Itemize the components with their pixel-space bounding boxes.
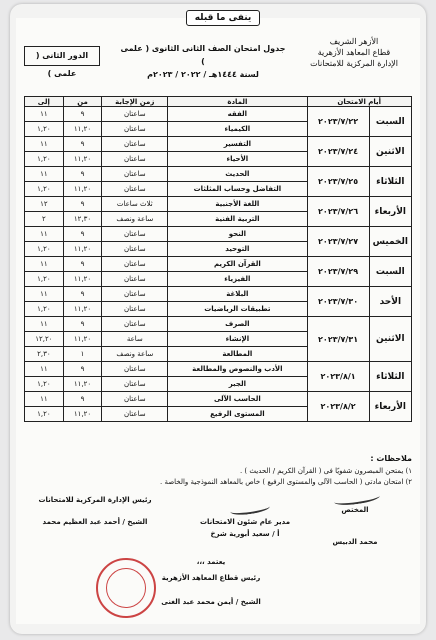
from-cell: ٩ [63, 392, 102, 407]
schedule-body [25, 107, 412, 422]
reviewer-title: المختص [341, 506, 369, 514]
manager-title: مدير عام شئون الامتحانات [199, 518, 291, 526]
to-cell: ١١ [25, 257, 64, 272]
exam-day: الأحد [379, 296, 402, 307]
from-cell: ٩ [63, 167, 102, 182]
header-from: من [63, 97, 102, 107]
day-cell [307, 227, 411, 257]
subject-cell: الجبر [168, 377, 307, 392]
subject-cell: الإنشاء [168, 332, 307, 347]
subject-cell: الحاسب الآلى [168, 392, 307, 407]
table-header-row [25, 97, 412, 107]
subject-cell: الكيمياء [168, 122, 307, 137]
to-cell: ١,٢٠ [25, 407, 64, 422]
exam-date: ٢٠٢٣/٧/٣٠ [318, 297, 359, 306]
duration-cell: ساعة ونصف [102, 347, 168, 362]
exam-day: السبت [375, 266, 405, 277]
subject-cell: القرآن الكريم [168, 257, 307, 272]
to-cell: ١٢ [25, 197, 64, 212]
cell-divider [369, 197, 370, 226]
from-cell: ١١,٢٠ [63, 152, 102, 167]
exam-date: ٢٠٢٣/٧/٢٥ [318, 177, 359, 186]
from-cell: ٩ [63, 257, 102, 272]
schedule-table [24, 96, 412, 422]
day-cell [307, 167, 411, 197]
duration-cell: ساعتان [102, 227, 168, 242]
table-row [25, 137, 412, 152]
day-cell [307, 392, 411, 422]
org-line: قطاع المعاهد الأزهرية [317, 48, 391, 57]
exam-date: ٢٠٢٣/٧/٢٩ [318, 267, 359, 276]
title-line: جدول امتحان الصف الثانى الثانوى ( علمى ) [120, 44, 286, 66]
cell-divider [369, 362, 370, 391]
duration-cell: ثلاث ساعات [102, 197, 168, 212]
duration-cell: ساعة ونصف [102, 212, 168, 227]
from-cell: ١١,٢٠ [63, 242, 102, 257]
subject-cell: التربية الفنية [168, 212, 307, 227]
to-cell: ١,٢٠ [25, 182, 64, 197]
subject-cell: المستوى الرفيع [168, 407, 307, 422]
exam-round-label: الدور الثانى ( علمى ) [24, 46, 100, 66]
sector-name: الشيخ / أيمن محمد عبد الغنى [161, 598, 261, 606]
table-row [25, 257, 412, 272]
table-row [25, 197, 412, 212]
reviewer-name: محمد الدبيس [332, 538, 378, 546]
from-cell: ٩ [63, 107, 102, 122]
signature-scribble [334, 491, 381, 507]
from-cell: ١١,٢٠ [63, 182, 102, 197]
cell-divider [369, 137, 370, 166]
exam-date: ٢٠٢٣/٨/١ [320, 372, 356, 381]
cell-divider [369, 287, 370, 316]
from-cell: ٩ [63, 362, 102, 377]
day-cell [307, 257, 411, 287]
table-row [25, 392, 412, 407]
to-cell: ٢ [25, 212, 64, 227]
subject-cell: البلاغة [168, 287, 307, 302]
to-cell: ١١ [25, 137, 64, 152]
duration-cell: ساعتان [102, 287, 168, 302]
supersedes-note: ينفى ما قبله [186, 10, 260, 26]
from-cell: ٩ [63, 227, 102, 242]
subject-cell: الأحياء [168, 152, 307, 167]
signature-scribble [229, 501, 270, 516]
to-cell: ١,٢٠ [25, 377, 64, 392]
duration-cell: ساعتان [102, 362, 168, 377]
header-subject: المادة [168, 97, 307, 107]
exam-day: الاثنين [375, 334, 405, 344]
table-row [25, 227, 412, 242]
header-duration: زمن الإجابة [102, 97, 168, 107]
org-line: الإدارة المركزية للامتحانات [310, 59, 398, 68]
subject-cell: التفاضل وحساب المثلثات [168, 182, 307, 197]
exam-date: ٢٠٢٣/٨/٢ [320, 402, 356, 411]
approval-text: يعتمد ،،، [196, 558, 226, 566]
subject-cell: النحو [168, 227, 307, 242]
duration-cell: ساعتان [102, 317, 168, 332]
exam-date: ٢٠٢٣/٧/٢٤ [318, 147, 359, 156]
duration-cell: ساعة [102, 332, 168, 347]
to-cell: ١١ [25, 317, 64, 332]
note-item: ١) يمتحن المبصرون شفويًا فى ( القرآن الكريم / الحديث ) . [239, 467, 412, 475]
subject-cell: الحديث [168, 167, 307, 182]
organization-block [294, 36, 414, 69]
to-cell: ٢,٣٠ [25, 347, 64, 362]
to-cell: ١١ [25, 167, 64, 182]
note-item: ٢) امتحان مادتى ( الحاسب الآلى والمستوى الرفيع ) خاص بالمعاهد النموذجية والخاصة . [160, 478, 412, 486]
cell-divider [369, 392, 370, 421]
subject-cell: اللغة الأجنبية [168, 197, 307, 212]
exam-day: الاثنين [375, 146, 405, 157]
notes-section [24, 454, 412, 489]
from-cell: ١١,٢٠ [63, 272, 102, 287]
duration-cell: ساعتان [102, 182, 168, 197]
duration-cell: ساعتان [102, 107, 168, 122]
duration-cell: ساعتان [102, 152, 168, 167]
cell-divider [369, 227, 370, 256]
to-cell: ١١ [25, 107, 64, 122]
duration-cell: ساعتان [102, 122, 168, 137]
document-header [16, 32, 420, 92]
to-cell: ١,٢٠ [25, 272, 64, 287]
official-seal [96, 558, 156, 618]
table-row [25, 287, 412, 302]
from-cell: ٩ [63, 197, 102, 212]
cell-divider [369, 257, 370, 286]
exam-day: الخميس [372, 236, 408, 247]
day-cell [307, 197, 411, 227]
header-days: أيام الامتحان [307, 97, 411, 107]
subject-cell: الصرف [168, 317, 307, 332]
from-cell: ٩ [63, 137, 102, 152]
header-to: إلى [25, 97, 64, 107]
exam-day: السبت [375, 116, 405, 127]
exam-day: الثلاثاء [376, 176, 405, 187]
duration-cell: ساعتان [102, 407, 168, 422]
cell-divider [369, 107, 370, 136]
to-cell: ١,٢٠ [25, 122, 64, 137]
day-cell [307, 107, 411, 137]
exam-date: ٢٠٢٣/٧/٢٧ [318, 237, 359, 246]
from-cell: ١١,٢٠ [63, 332, 102, 347]
to-cell: ١,٢٠ [25, 152, 64, 167]
cell-divider [369, 167, 370, 196]
from-cell: ١ [63, 347, 102, 362]
duration-cell: ساعتان [102, 242, 168, 257]
title-line: لسنة ١٤٤٤هـ / ٢٠٢٢ / ٢٠٢٣م [147, 70, 259, 79]
notes-heading: ملاحظات : [370, 454, 412, 463]
from-cell: ١١,٢٠ [63, 302, 102, 317]
org-line: الأزهر الشريف [329, 37, 379, 46]
duration-cell: ساعتان [102, 257, 168, 272]
cell-divider [369, 317, 370, 361]
subject-cell: تطبيقات الرياضيات [168, 302, 307, 317]
sector-title: رئيس قطاع المعاهد الأزهرية [161, 574, 261, 582]
to-cell: ١١ [25, 227, 64, 242]
from-cell: ١١,٢٠ [63, 407, 102, 422]
subject-cell: الفيزياء [168, 272, 307, 287]
exam-date: ٢٠٢٣/٧/٢٦ [318, 207, 359, 216]
to-cell: ١١ [25, 362, 64, 377]
from-cell: ٩ [63, 287, 102, 302]
duration-cell: ساعتان [102, 167, 168, 182]
table-row [25, 167, 412, 182]
exam-date: ٢٠٢٣/٧/٣١ [318, 334, 359, 344]
subject-cell: الفقه [168, 107, 307, 122]
document-title [118, 42, 288, 81]
duration-cell: ساعتان [102, 137, 168, 152]
manager-name: أ / سعيد أبورية شرخ [210, 530, 280, 538]
exam-day: الأربعاء [374, 401, 407, 412]
to-cell: ١١ [25, 287, 64, 302]
to-cell: ١٢,٢٠ [25, 332, 64, 347]
day-cell [307, 362, 411, 392]
exam-day: الثلاثاء [376, 371, 405, 382]
duration-cell: ساعتان [102, 392, 168, 407]
table-row [25, 362, 412, 377]
exam-date: ٢٠٢٣/٧/٢٢ [318, 117, 359, 126]
exam-schedule-document [16, 13, 420, 624]
head-name: الشيخ / أحمد عبد العظيم محمد [42, 518, 148, 526]
to-cell: ١,٢٠ [25, 302, 64, 317]
subject-cell: التوحيد [168, 242, 307, 257]
table-row [25, 317, 412, 332]
day-cell [307, 137, 411, 167]
duration-cell: ساعتان [102, 272, 168, 287]
duration-cell: ساعتان [102, 302, 168, 317]
subject-cell: المطالعة [168, 347, 307, 362]
table-row [25, 107, 412, 122]
from-cell: ١١,٢٠ [63, 377, 102, 392]
subject-cell: التفسير [168, 137, 307, 152]
duration-cell: ساعتان [102, 377, 168, 392]
day-cell [307, 287, 411, 317]
exam-day: الأربعاء [374, 206, 407, 217]
day-cell [307, 317, 411, 362]
from-cell: ١١,٢٠ [63, 122, 102, 137]
from-cell: ١٢,٣٠ [63, 212, 102, 227]
to-cell: ١١ [25, 392, 64, 407]
from-cell: ٩ [63, 317, 102, 332]
to-cell: ١,٢٠ [25, 242, 64, 257]
subject-cell: الأدب والنصوص والمطالعة [168, 362, 307, 377]
head-title: رئيس الإدارة المركزية للامتحانات [38, 496, 152, 504]
